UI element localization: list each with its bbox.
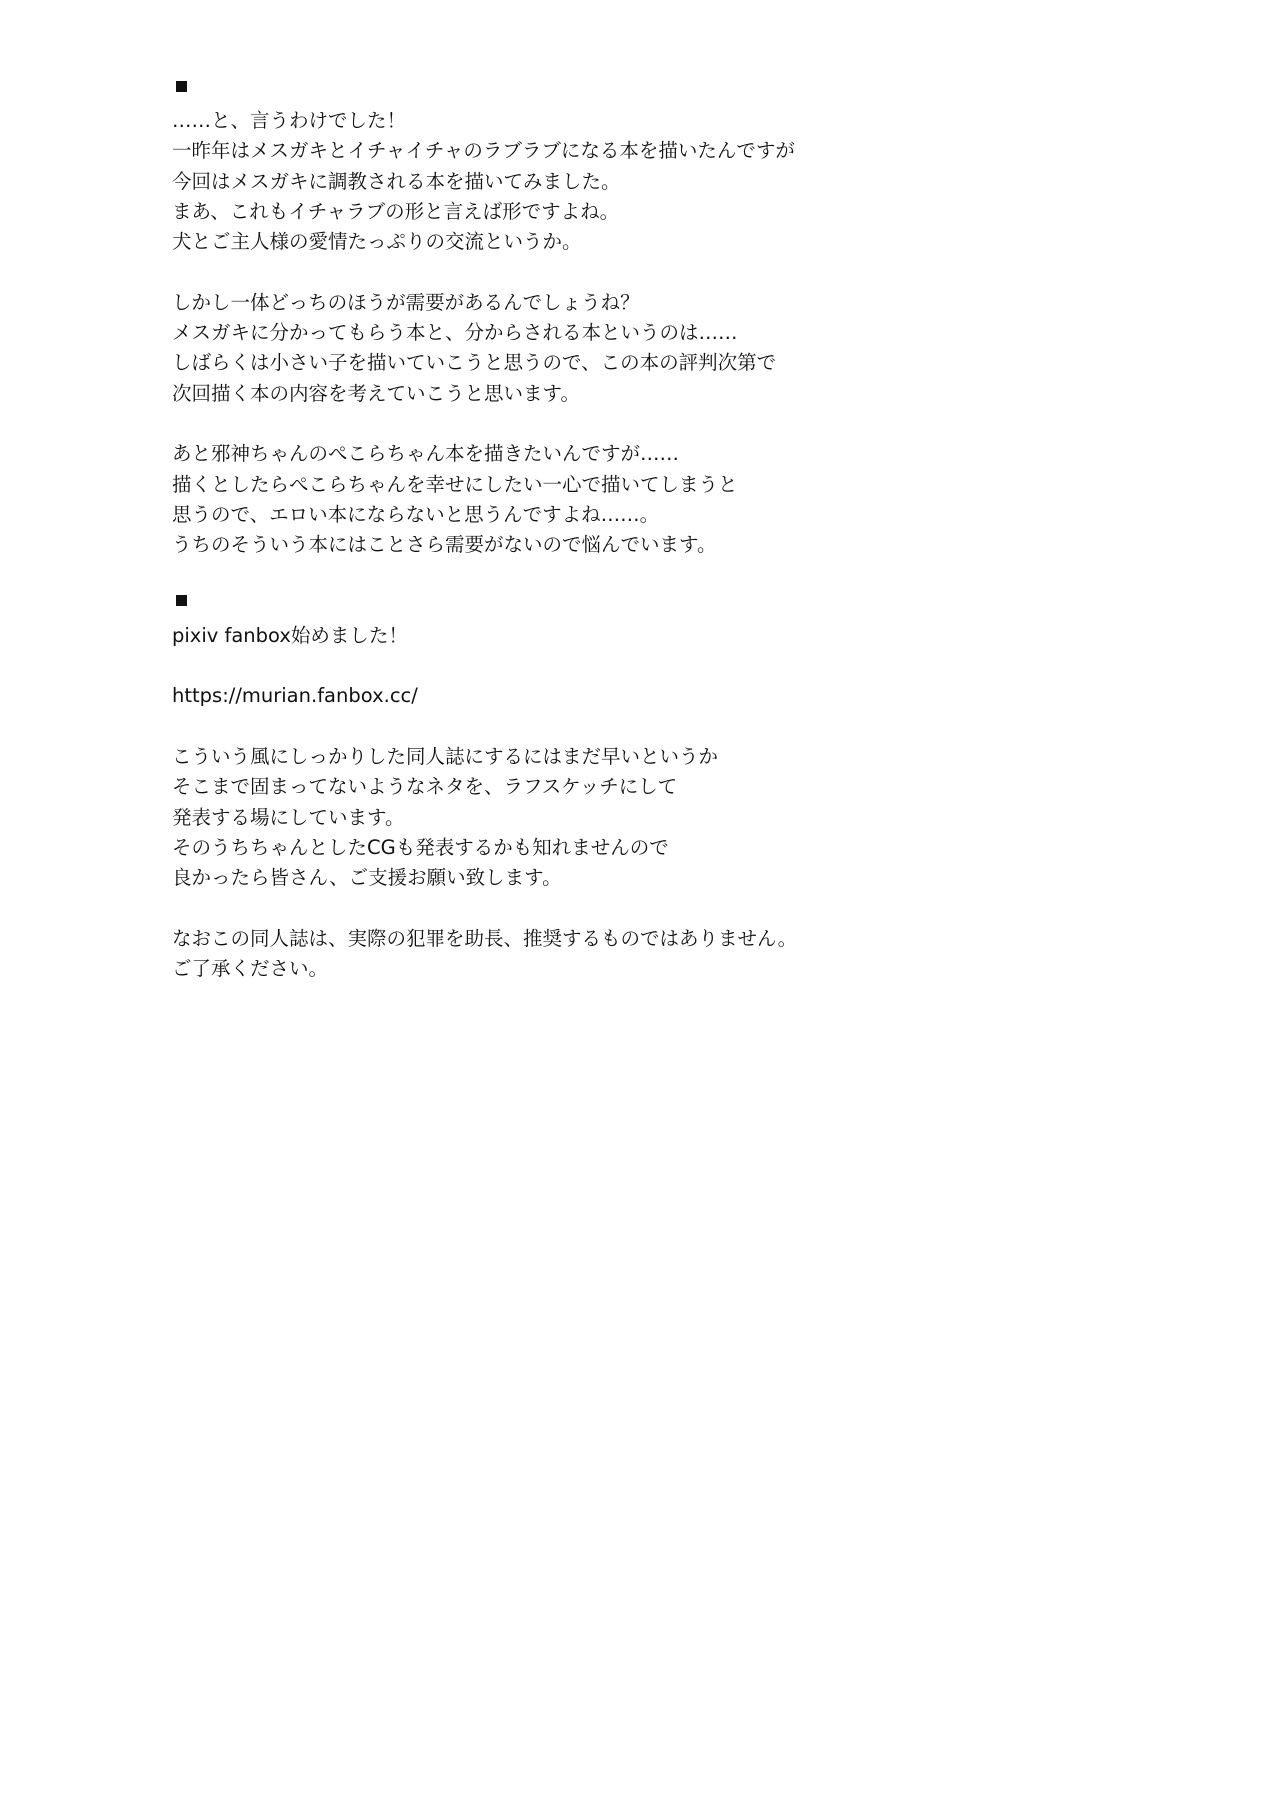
- text-line: そこまで固まってないようなネタを、ラフスケッチにして: [172, 775, 678, 799]
- text-line: そのうちちゃんとしたCGも発表するかも知れませんので: [172, 835, 669, 859]
- disclaimer-line: ご了承ください。: [172, 957, 329, 981]
- text-line: 描くとしたらぺこらちゃんを幸せにしたい一心で描いてしまうと: [172, 472, 738, 496]
- text-line: 良かったら皆さん、ご支援お願い致します。: [172, 866, 562, 890]
- text-line: メスガキに分かってもらう本と、分からされる本というのは……: [172, 321, 738, 345]
- disclaimer-line: なおこの同人誌は、実際の犯罪を助長、推奨するものではありません。: [172, 926, 798, 950]
- text-line: 発表する場にしています。: [172, 805, 405, 829]
- blank-line: [172, 560, 1172, 590]
- blank-line: [172, 409, 1172, 439]
- text-line: しばらくは小さい子を描いていこうと思うので、この本の評判次第で: [172, 351, 777, 375]
- text-line: 今回はメスガキに調教される本を描いてみました。: [172, 169, 621, 193]
- fanbox-url[interactable]: https://murian.fanbox.cc/: [172, 684, 418, 708]
- afterword-page: [172, 76, 1172, 984]
- text-line: 犬とご主人様の愛情たっぷりの交流というか。: [172, 230, 582, 254]
- text-line: しかし一体どっちのほうが需要があるんでしょうね？: [172, 290, 640, 314]
- blank-line: [172, 651, 1172, 681]
- text-line: 思うので、エロい本にならないと思うんですよね……。: [172, 502, 660, 526]
- black-square-icon: [176, 81, 187, 92]
- text-line: あと邪神ちゃんのぺこらちゃん本を描きたいんですが……: [172, 442, 680, 466]
- text-line: こういう風にしっかりした同人誌にするにはまだ早いというか: [172, 744, 719, 768]
- fanbox-heading: pixiv fanbox始めました！: [172, 623, 408, 647]
- text-line: 一昨年はメスガキとイチャイチャのラブラブになる本を描いたんですが: [172, 139, 795, 163]
- text-line: 次回描く本の内容を考えていこうと思います。: [172, 381, 580, 405]
- black-square-icon: [176, 595, 187, 606]
- text-line: うちのそういう本にはことさら需要がないので悩んでいます。: [172, 533, 717, 557]
- blank-line: [172, 712, 1172, 742]
- section-marker-1: [172, 76, 1172, 96]
- blank-line: [172, 893, 1172, 923]
- text-line: まあ、これもイチャラブの形と言えば形ですよね。: [172, 199, 620, 223]
- text-line: ……と、言うわけでした！: [172, 109, 407, 132]
- section-marker-2: [172, 591, 1172, 611]
- blank-line: [172, 257, 1172, 287]
